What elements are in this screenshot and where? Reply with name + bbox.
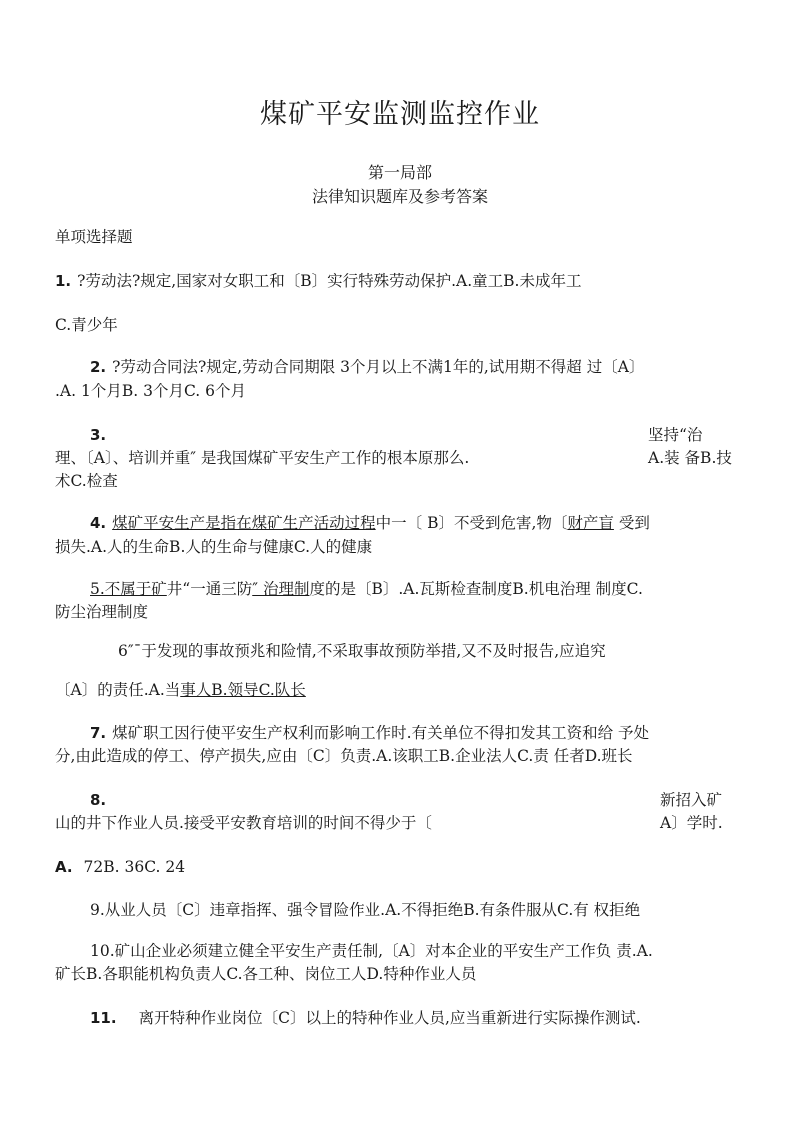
- question-number: 3.: [90, 426, 107, 444]
- question-text: 离开特种作业岗位〔C〕以上的特种作业人员,应当重新进行实际操作测试.: [138, 1009, 641, 1027]
- question-text: 〔A〕的责任.A.当: [55, 681, 181, 699]
- question-3-options: 术C.检查: [55, 472, 118, 490]
- question-text-underlined: 煤矿平安生产是指在煤矿生产活动过程: [112, 514, 376, 532]
- question-number: 4.: [90, 514, 107, 532]
- question-7: [90, 722, 649, 744]
- question-text: ?劳动合同法?规定,劳动合同期限 3个月以上不满1年的,试用期不得超 过〔A〕: [112, 358, 645, 376]
- question-number: 8.: [90, 791, 107, 809]
- question-number: 2.: [90, 358, 107, 376]
- document-title: 煤矿平安监测监控作业: [260, 99, 540, 130]
- question-number: 11.: [90, 1009, 117, 1027]
- question-8-number: [90, 789, 112, 811]
- question-text: 煤矿职工因行使平安生产权利而影响工作时.有关单位不得扣发其工资和给 予处: [112, 724, 649, 742]
- question-text-underlined: 财产盲: [567, 514, 614, 532]
- question-2: [90, 356, 644, 378]
- question-1: [55, 270, 581, 292]
- question-text: 受到: [613, 514, 650, 532]
- question-5: [90, 578, 643, 600]
- question-8-text: 山的井下作业人员.接受平安教育培训的时间不得少于〔: [55, 814, 432, 832]
- question-7-options: 分,由此造成的停工、停产损失,应由〔C〕负责.A.该职工B.企业法人C.责 任者D.班长: [55, 747, 633, 765]
- part-heading: 第一局部: [367, 163, 432, 182]
- question-10-options: 矿长B.各职能机构负责人C.各工种、岗位工人D.特种作业人员: [55, 965, 477, 983]
- question-6-options: [55, 679, 306, 701]
- option-label: A.: [55, 858, 73, 876]
- question-8-text-right: 新招入矿: [660, 791, 723, 809]
- question-5-options: 防尘治理制度: [55, 603, 149, 621]
- question-text-underlined: 5.不属于矿: [90, 580, 167, 598]
- question-text: 度的是〔B〕.A.瓦斯检查制度B.机电治理 制度C.: [309, 580, 643, 598]
- question-number: 1.: [55, 272, 72, 290]
- question-6: 6″¯于发现的事故预兆和险情,不采取事故预防举措,又不及时报告,应追究: [118, 642, 606, 660]
- question-10: 10.矿山企业必须建立健全平安生产责任制,〔A〕对本企业的平安生产工作负 责.A.: [90, 942, 653, 960]
- question-3-text-right: 坚持“治: [648, 426, 703, 444]
- question-3-text: 理、〔A〕、培训并重″ 是我国煤矿平安生产工作的根本原那么.: [55, 449, 470, 467]
- question-3-number: [90, 424, 112, 446]
- question-9: 9.从业人员〔C〕违章指挥、强令冒险作业.A.不得拒绝B.有条件服从C.有 权拒绝: [90, 901, 641, 919]
- question-text: 中一〔 B〕不受到危害,物〔: [375, 514, 568, 532]
- question-2-options: .A. 1个月B. 3个月C. 6个月: [55, 382, 246, 400]
- question-11: [90, 1007, 641, 1029]
- question-text: ?劳动法?规定,国家对女职工和〔B〕实行特殊劳动保护.A.童工B.未成年工: [77, 272, 582, 290]
- question-8-options: [55, 856, 185, 878]
- question-4: [90, 512, 650, 534]
- question-text-underlined: 事人B.领导C.队长: [180, 681, 306, 699]
- question-4-options: 损失.A.人的生命B.人的生命与健康C.人的健康: [55, 538, 373, 556]
- question-text: 井“一通三防: [166, 580, 253, 598]
- option-text: 72B. 36C. 24: [78, 858, 186, 876]
- question-3-options-right: A.装 备B.技: [648, 449, 732, 467]
- question-1-options: C.青少年: [55, 316, 118, 334]
- section-heading: 单项选择题: [55, 228, 133, 246]
- document-subtitle: 法律知识题库及参考答案: [311, 187, 488, 206]
- question-8-text-right-end: A〕学时.: [660, 814, 723, 832]
- question-text-underlined: ″ 治理制: [252, 580, 310, 598]
- question-number: 7.: [90, 724, 107, 742]
